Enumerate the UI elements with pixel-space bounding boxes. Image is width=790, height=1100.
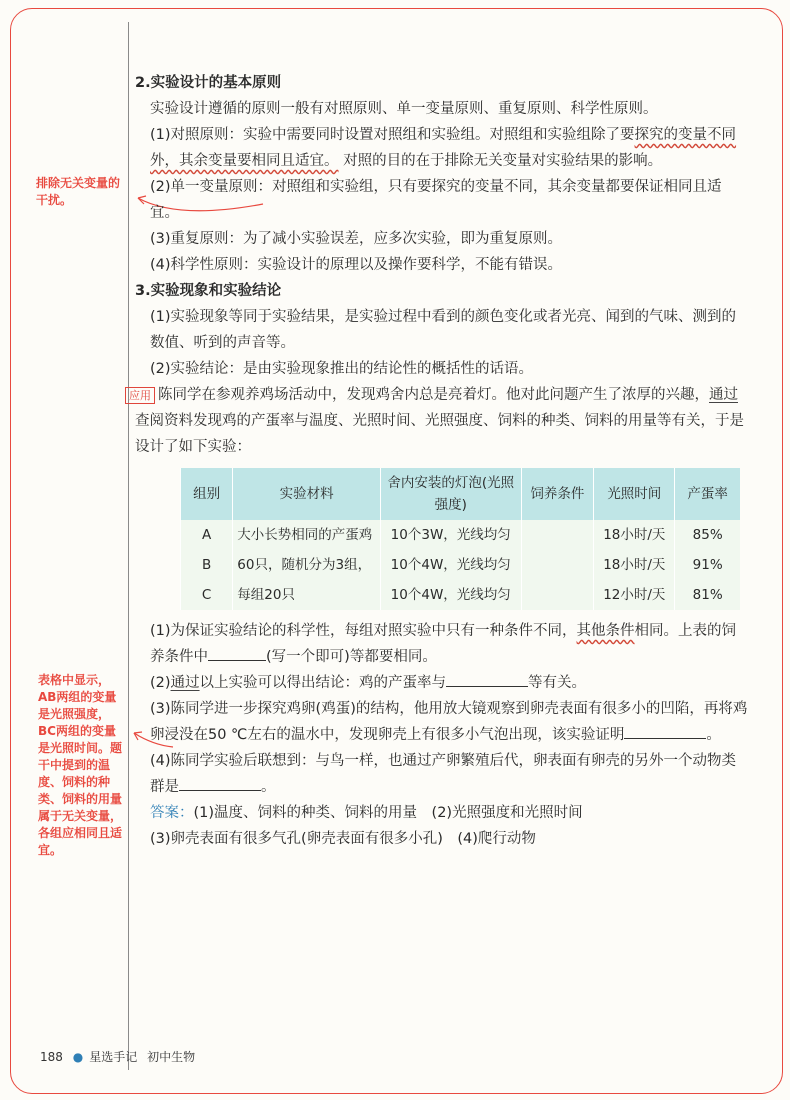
table-cell-bulb: 10个4W，光线均匀: [380, 580, 521, 610]
conclusion-text: (2)实验结论：是由实验现象推出的结论性的概括性的话语。: [150, 361, 534, 377]
table-cell-feed: [521, 520, 594, 550]
table-header: 组别: [181, 468, 233, 520]
table-cell-group: A: [181, 520, 233, 550]
table-cell-time: 12小时/天: [594, 580, 675, 610]
question-4: (4)陈同学实验后联想到：与鸟一样，也通过产卵繁殖后代，卵表面有卵壳的另外一个动物类群是 。: [150, 753, 737, 795]
table-cell-rate: 91%: [675, 550, 740, 580]
answer-blank[interactable]: [179, 776, 261, 791]
table-cell-rate: 85%: [675, 520, 740, 550]
table-header: 饲养条件: [521, 468, 594, 520]
application-paragraph: 应用 陈同学在参观养鸡场活动中，发现鸡舍内总是亮着灯。他对此问题产生了浓厚的兴趣，通过查阅资料发现鸡的产蛋率与温度、光照时间、光照强度、饲料的种类、饲料的用量等有关，于是设计了如下实验：: [135, 382, 750, 460]
main-content: [129, 70, 750, 852]
question-1: (1)为保证实验结论的科学性，每组对照实验中只有一种条件不同，其他条件相同。上表的饲养条件中 (写一个即可)等都要相同。: [150, 623, 737, 665]
margin-line: [128, 22, 129, 1070]
answer-line-1: 答案：(1)温度、饲料的种类、饲料的用量 (2)光照强度和光照时间: [150, 805, 583, 821]
answer-line-2: (3)卵壳表面有很多气孔(卵壳表面有很多小孔) (4)爬行动物: [150, 831, 536, 847]
table-cell-rate: 81%: [675, 580, 740, 610]
side-note-2: 表格中显示，AB两组的变量是光照强度，BC两组的变量是光照时间。题干中提到的温度、饲料的种类、饲料的用量属于无关变量，各组应相同且适宜。: [38, 673, 123, 857]
table-header: 产蛋率: [675, 468, 740, 520]
bullet-icon: ●: [72, 1050, 84, 1064]
table-cell-group: C: [181, 580, 233, 610]
table-cell-time: 18小时/天: [594, 520, 675, 550]
experiment-table: [180, 468, 740, 610]
page-number: 188: [40, 1050, 63, 1064]
answer-blank[interactable]: [446, 672, 528, 687]
control-principle: (1)对照原则：实验中需要同时设置对照组和实验组。对照组和实验组除了要探究的变量不同外，其余变量要相同且适宜。 对照的目的在于排除无关变量对实验结果的影响。: [150, 127, 737, 169]
table-row: [181, 520, 741, 550]
series-name: 星选手记: [89, 1050, 138, 1064]
subject-name: 初中生物: [147, 1050, 196, 1064]
phenomenon-text: (1)实验现象等同于实验结果，是实验过程中看到的颜色变化或者光亮、闻到的气味、测到的数值、听到的声音等。: [150, 309, 737, 351]
table-cell-group: B: [181, 550, 233, 580]
answer-blank[interactable]: [624, 724, 706, 739]
table-cell-time: 18小时/天: [594, 550, 675, 580]
section2-intro: 实验设计遵循的原则一般有对照原则、单一变量原则、重复原则、科学性原则。: [150, 101, 658, 117]
science-principle: (4)科学性原则：实验设计的原理以及操作要科学，不能有错误。: [150, 257, 563, 273]
table-cell-bulb: 10个4W，光线均匀: [380, 550, 521, 580]
section2-title: 2.实验设计的基本原则: [135, 75, 282, 91]
table-header: 舍内安装的灯泡(光照强度): [380, 468, 521, 520]
table-cell-feed: [521, 580, 594, 610]
side-note-1: 排除无关变量的干扰。: [36, 176, 121, 207]
answer-blank[interactable]: [208, 646, 266, 661]
section3-title: 3.实验现象和实验结论: [135, 283, 282, 299]
table-cell-feed: [521, 550, 594, 580]
answer-label: 答案：: [150, 805, 194, 821]
single-variable-principle: (2)单一变量原则：对照组和实验组，只有要探究的变量不同，其余变量都要保证相同且适宜。: [150, 179, 722, 221]
question-2: (2)通过以上实验可以得出结论：鸡的产蛋率与 等有关。: [135, 670, 750, 696]
table-header: 实验材料: [233, 468, 381, 520]
table-cell-material: 大小长势相同的产蛋鸡60只，随机分为3组，每组20只: [233, 520, 381, 610]
repeat-principle: (3)重复原则：为了减小实验误差，应多次实验，即为重复原则。: [150, 231, 563, 247]
page-footer: [40, 1048, 195, 1065]
application-tag: 应用: [125, 387, 155, 404]
table-header: 光照时间: [594, 468, 675, 520]
table-header-row: [181, 468, 741, 520]
question-3: (3)陈同学进一步探究鸡卵(鸡蛋)的结构，他用放大镜观察到卵壳表面有很多小的凹陷，再将鸡卵浸没在50 ℃左右的温水中，发现卵壳上有很多小气泡出现，该实验证明 。: [150, 701, 748, 743]
table-cell-bulb: 10个3W，光线均匀: [380, 520, 521, 550]
